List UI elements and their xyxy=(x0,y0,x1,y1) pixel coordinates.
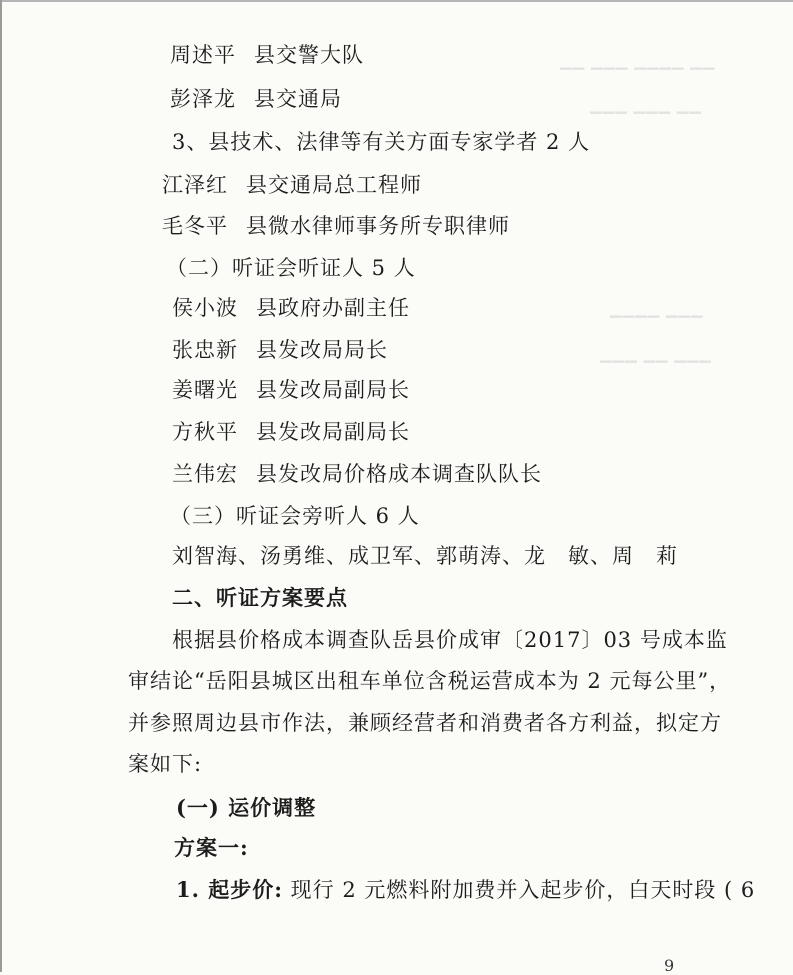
person-title: 县发改局局长 xyxy=(256,338,388,362)
section-two-heading: 二、听证方案要点 xyxy=(172,585,348,610)
person-title: 县微水律师事务所专职律师 xyxy=(246,214,510,238)
observers-heading: （三）听证会旁听人 6 人 xyxy=(170,504,420,528)
person-name: 侯小波 xyxy=(172,296,238,320)
person-title: 县政府办副主任 xyxy=(256,296,410,320)
scan-left-edge xyxy=(0,0,2,972)
person-title: 县交通局 xyxy=(254,87,342,111)
hearer-jiang-shuguang xyxy=(172,376,410,404)
bleed-through: ▁▁ ▁▁▁ ▁▁▁▁ ▁▁ xyxy=(560,52,716,70)
body-line-2: 审结论“岳阳县城区出租车单位含税运营成本为 2 元每公里”， xyxy=(128,669,732,693)
person-title: 县交警大队 xyxy=(254,43,364,67)
person-title: 县发改局副局长 xyxy=(256,420,410,444)
starting-price-line xyxy=(176,876,755,904)
person-name: 兰伟宏 xyxy=(172,462,238,486)
bleed-through: ▁▁▁ ▁▁ ▁▁▁ xyxy=(600,345,712,363)
starting-price-label: 1. 起步价: xyxy=(176,877,283,902)
person-name: 江泽红 xyxy=(162,173,228,197)
page-number: 9 xyxy=(664,956,675,975)
plan-one-heading: 方案一: xyxy=(174,835,249,860)
body-line-3: 并参照周边县市作法，兼顾经营者和消费者各方利益，拟定方 xyxy=(128,711,722,735)
person-name: 毛冬平 xyxy=(162,214,228,238)
body-line-1: 根据县价格成本调查队岳县价成审〔2017〕03 号成本监 xyxy=(172,628,728,652)
bleed-through: ▁▁▁▁ ▁▁▁ xyxy=(610,300,704,318)
expert-jiang-zehong xyxy=(162,171,422,199)
starting-price-text: 现行 2 元燃料附加费并入起步价，白天时段 ( 6 xyxy=(283,878,756,902)
observers-list: 刘智海、汤勇维、成卫军、郭萌涛、龙 敏、周 莉 xyxy=(172,544,678,568)
hearer-zhang-zhongxin xyxy=(172,336,388,364)
person-name: 彭泽龙 xyxy=(170,87,236,111)
bleed-through: ▁▁▁ ▁▁▁ ▁▁ xyxy=(590,96,702,114)
body-line-4: 案如下: xyxy=(128,752,203,776)
person-name: 姜曙光 xyxy=(172,378,238,402)
person-name: 张忠新 xyxy=(172,338,238,362)
hearer-lan-weihong xyxy=(172,460,542,488)
expert-mao-dongping xyxy=(162,212,510,240)
person-name: 方秋平 xyxy=(172,420,238,444)
member-peng-zelong xyxy=(170,85,342,113)
fare-adjust-heading: (一) 运价调整 xyxy=(176,795,317,820)
experts-heading: 3、县技术、法律等有关方面专家学者 2 人 xyxy=(172,130,591,154)
person-title: 县交通局总工程师 xyxy=(246,173,422,197)
hearer-fang-qiuping xyxy=(172,418,410,446)
member-zhou-shuping xyxy=(170,41,364,69)
person-name: 周述平 xyxy=(170,43,236,67)
hearers-heading: （二）听证会听证人 5 人 xyxy=(166,256,416,280)
person-title: 县发改局副局长 xyxy=(256,378,410,402)
hearer-hou-xiaobo xyxy=(172,294,410,322)
scan-top-edge xyxy=(0,0,793,2)
person-title: 县发改局价格成本调查队队长 xyxy=(256,462,542,486)
